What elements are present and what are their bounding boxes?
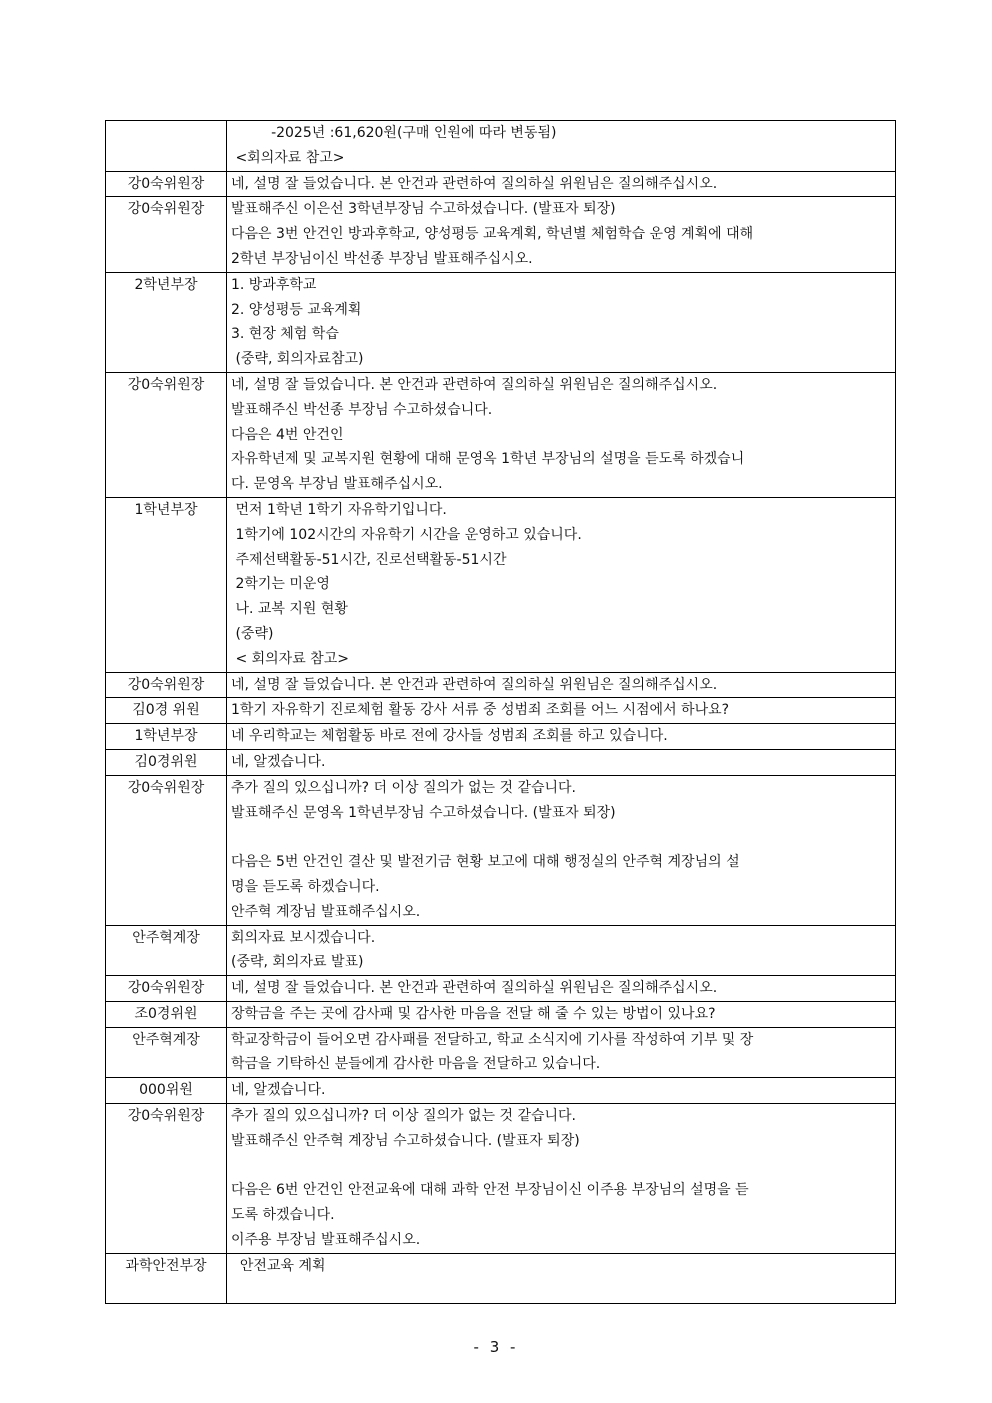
speaker-cell xyxy=(106,372,227,497)
remark-cell xyxy=(227,171,896,197)
remark-cell xyxy=(227,1027,896,1078)
speaker-cell xyxy=(106,1253,227,1304)
minutes-row xyxy=(106,976,896,1002)
speaker-cell xyxy=(106,724,227,750)
remark-line: 자유학년제 및 교복지원 현황에 대해 문영옥 1학년 부장님의 설명을 듣도록 하겠습니 xyxy=(231,451,745,468)
speaker-name: 강0숙위원장 xyxy=(127,175,205,192)
remark-line: 네 우리학교는 체험활동 바로 전에 강사들 성범죄 조회를 하고 있습니다. xyxy=(231,728,668,745)
remark-line: <회의자료 참고> xyxy=(231,149,345,166)
remark-line: 추가 질의 있으십니까? 더 이상 질의가 없는 것 같습니다. xyxy=(231,779,577,796)
speaker-cell xyxy=(106,171,227,197)
remark-cell xyxy=(227,121,896,172)
remark-cell xyxy=(227,272,896,372)
remark-line: 다음은 5번 안건인 결산 및 발전기금 현황 보고에 대해 행정실의 안주혁 계장님의 설 xyxy=(231,854,740,871)
remark-line: 네, 알겠습니다. xyxy=(231,1082,326,1099)
minutes-row xyxy=(106,372,896,497)
speaker-name xyxy=(108,121,224,146)
remark-line: < 회의자료 참고> xyxy=(231,650,349,667)
remark-line: 2. 양성평등 교육계획 xyxy=(231,301,362,318)
minutes-row xyxy=(106,171,896,197)
remark-line: 안전교육 계획 xyxy=(231,1257,326,1274)
remark-cell xyxy=(227,197,896,272)
remark-line: 안주혁 계장님 발표해주십시오. xyxy=(231,903,421,920)
remark-line: 발표해주신 안주혁 계장님 수고하셨습니다. (발표자 퇴장) xyxy=(231,1132,580,1149)
minutes-row xyxy=(106,1078,896,1104)
remark-line: 명을 듣도록 하겠습니다. xyxy=(231,878,380,895)
speaker-name: 강0숙위원장 xyxy=(127,676,205,693)
speaker-cell xyxy=(106,1001,227,1027)
minutes-row xyxy=(106,724,896,750)
remark-line: 1학기 자유학기 진로체험 활동 강사 서류 중 성범죄 조회를 어느 시점에서 하나요? xyxy=(231,702,730,719)
remark-line xyxy=(231,1154,891,1179)
speaker-name: 강0숙위원장 xyxy=(127,201,205,218)
remark-line: 3. 현장 체험 학습 xyxy=(231,326,339,343)
remark-cell xyxy=(227,1104,896,1254)
remark-line: 1학기에 102시간의 자유학기 시간을 운영하고 있습니다. xyxy=(231,526,582,543)
remark-line: 1. 방과후학교 xyxy=(231,276,317,293)
speaker-cell xyxy=(106,1027,227,1078)
minutes-row xyxy=(106,1027,896,1078)
speaker-name: 안주혁계장 xyxy=(132,1031,200,1048)
speaker-cell xyxy=(106,925,227,976)
remark-line: 먼저 1학년 1학기 자유학기입니다. xyxy=(231,501,447,518)
remark-line xyxy=(231,1279,891,1304)
speaker-cell xyxy=(106,497,227,672)
remark-cell xyxy=(227,1078,896,1104)
speaker-cell xyxy=(106,1104,227,1254)
minutes-table-body xyxy=(106,121,896,1304)
minutes-row xyxy=(106,497,896,672)
page-number: - 3 - xyxy=(473,1338,519,1356)
remark-line: 발표해주신 박선종 부장님 수고하셨습니다. xyxy=(231,401,493,418)
meeting-minutes-table xyxy=(105,120,896,1304)
remark-line: 회의자료 보시겠습니다. xyxy=(231,929,376,946)
remark-cell xyxy=(227,925,896,976)
speaker-cell xyxy=(106,121,227,172)
remark-line: 다음은 3번 안건인 방과후학교, 양성평등 교육계획, 학년별 체험학습 운영 계획에 대해 xyxy=(231,226,754,243)
speaker-name: 조0경위원 xyxy=(134,1005,198,1022)
remark-line: (중략, 회의자료 발표) xyxy=(231,954,364,971)
speaker-name: 2학년부장 xyxy=(134,276,198,293)
remark-cell xyxy=(227,724,896,750)
remark-line: 추가 질의 있으십니까? 더 이상 질의가 없는 것 같습니다. xyxy=(231,1108,577,1125)
speaker-name: 김0경위원 xyxy=(134,753,198,770)
remark-cell xyxy=(227,976,896,1002)
speaker-cell xyxy=(106,197,227,272)
remark-line: 다. 문영옥 부장님 발표해주십시오. xyxy=(231,476,443,493)
speaker-cell xyxy=(106,1078,227,1104)
remark-line: 나. 교복 지원 현황 xyxy=(231,601,348,618)
remark-cell xyxy=(227,775,896,925)
remark-cell xyxy=(227,1253,896,1304)
remark-line: 주제선택활동-51시간, 진로선택활동-51시간 xyxy=(231,551,507,568)
remark-line xyxy=(231,825,891,850)
minutes-row xyxy=(106,272,896,372)
remark-line: 학교장학금이 들어오면 감사패를 전달하고, 학교 소식지에 기사를 작성하여 기부 및 장 xyxy=(231,1031,754,1048)
speaker-name: 강0숙위원장 xyxy=(127,779,205,796)
speaker-name: 안주혁계장 xyxy=(132,929,200,946)
speaker-cell xyxy=(106,698,227,724)
minutes-row xyxy=(106,1253,896,1304)
remark-cell xyxy=(227,372,896,497)
minutes-row xyxy=(106,749,896,775)
speaker-cell xyxy=(106,272,227,372)
speaker-name: 000위원 xyxy=(139,1082,193,1099)
minutes-row xyxy=(106,121,896,172)
remark-line: 발표해주신 이은선 3학년부장님 수고하셨습니다. (발표자 퇴장) xyxy=(231,201,616,218)
speaker-cell xyxy=(106,775,227,925)
remark-line: 다음은 4번 안건인 xyxy=(231,426,344,443)
remark-line: 이주용 부장님 발표해주십시오. xyxy=(231,1232,421,1249)
remark-line: 2학년 부장님이신 박선종 부장님 발표해주십시오. xyxy=(231,250,533,267)
remark-line: 도록 하겠습니다. xyxy=(231,1207,335,1224)
remark-cell xyxy=(227,672,896,698)
remark-cell xyxy=(227,497,896,672)
speaker-cell xyxy=(106,672,227,698)
speaker-name: 김0경 위원 xyxy=(132,702,200,719)
remark-cell xyxy=(227,1001,896,1027)
remark-line: 학금을 기탁하신 분들에게 감사한 마음을 전달하고 있습니다. xyxy=(231,1056,601,1073)
remark-line: 네, 설명 잘 들었습니다. 본 안건과 관련하여 질의하실 위원님은 질의해주십시오. xyxy=(231,980,718,997)
speaker-name: 1학년부장 xyxy=(134,728,198,745)
remark-line: 2학기는 미운영 xyxy=(231,576,330,593)
remark-cell xyxy=(227,749,896,775)
remark-line: 네, 설명 잘 들었습니다. 본 안건과 관련하여 질의하실 위원님은 질의해주십시오. xyxy=(231,376,718,393)
speaker-name: 1학년부장 xyxy=(134,501,198,518)
remark-line: 다음은 6번 안건인 안전교육에 대해 과학 안전 부장님이신 이주용 부장님의 설명을 듣 xyxy=(231,1182,749,1199)
remark-line: 장학금을 주는 곳에 감사패 및 감사한 마음을 전달 해 줄 수 있는 방법이 있나요? xyxy=(231,1005,716,1022)
minutes-row xyxy=(106,1104,896,1254)
speaker-name: 강0숙위원장 xyxy=(127,980,205,997)
speaker-cell xyxy=(106,749,227,775)
remark-line: 네, 설명 잘 들었습니다. 본 안건과 관련하여 질의하실 위원님은 질의해주십시오. xyxy=(231,676,718,693)
minutes-row xyxy=(106,925,896,976)
remark-line: 발표해주신 문영옥 1학년부장님 수고하셨습니다. (발표자 퇴장) xyxy=(231,804,616,821)
speaker-name: 과학안전부장 xyxy=(125,1257,207,1274)
minutes-row xyxy=(106,672,896,698)
speaker-cell xyxy=(106,976,227,1002)
remark-line: (중략) xyxy=(231,625,274,642)
minutes-row xyxy=(106,197,896,272)
remark-line: -2025년 :61,620원(구매 인원에 따라 변동됨) xyxy=(231,125,557,141)
remark-line: 네, 설명 잘 들었습니다. 본 안건과 관련하여 질의하실 위원님은 질의해주십시오. xyxy=(231,175,718,192)
speaker-name: 강0숙위원장 xyxy=(127,1108,205,1125)
remark-line: 네, 알겠습니다. xyxy=(231,753,326,770)
minutes-row xyxy=(106,775,896,925)
remark-line: (중략, 회의자료참고) xyxy=(231,351,364,368)
minutes-row xyxy=(106,1001,896,1027)
remark-cell xyxy=(227,698,896,724)
minutes-row xyxy=(106,698,896,724)
speaker-name: 강0숙위원장 xyxy=(127,376,205,393)
